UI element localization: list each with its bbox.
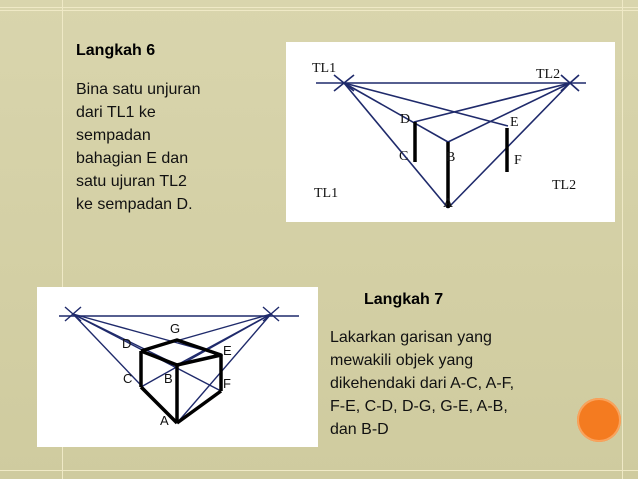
step6-label-c: C xyxy=(399,149,409,164)
decor-rule-right xyxy=(622,0,623,479)
step6-heading: Langkah 6 xyxy=(76,42,156,59)
decor-rule-bottom xyxy=(0,470,638,471)
step6-label-d: D xyxy=(400,112,411,127)
step6-label-tl1-top: TL1 xyxy=(312,61,337,76)
step7-label-e: E xyxy=(223,343,232,358)
step6-text: Bina satu unjuran dari TL1 ke sempadan bahagian E dan satu ujuran TL2 ke sempadan D. xyxy=(76,81,201,213)
step6-label-f: F xyxy=(514,153,522,168)
step7-figure xyxy=(37,287,318,447)
decor-rule-top xyxy=(0,7,638,8)
step7-label-d: D xyxy=(122,336,132,351)
step6-label-tl1-bottom: TL1 xyxy=(314,186,339,201)
step6-label-b: B xyxy=(446,150,456,165)
step6-label-e: E xyxy=(510,115,519,130)
step7-label-c: C xyxy=(123,371,133,386)
decor-rule-top-2 xyxy=(0,10,638,11)
step7-label-b: B xyxy=(164,371,173,386)
step7-diagram xyxy=(37,287,318,447)
step6-diagram xyxy=(286,42,615,222)
step7-label-a: A xyxy=(160,413,169,428)
step7-label-f: F xyxy=(223,376,231,391)
decor-orange-circle xyxy=(577,398,621,442)
step6-label-tl2-bottom: TL2 xyxy=(552,178,577,193)
step7-text: Lakarkan garisan yang mewakili objek yang dikehendaki dari A-C, A-F, F-E, C-D, D-G, G-E, A-B, dan B-D xyxy=(330,329,515,438)
step6-label-a: A xyxy=(443,196,454,211)
step6-label-tl2-top: TL2 xyxy=(536,67,561,82)
step6-figure xyxy=(286,42,615,222)
step7-label-g: G xyxy=(170,321,181,336)
step7-heading: Langkah 7 xyxy=(364,291,444,308)
